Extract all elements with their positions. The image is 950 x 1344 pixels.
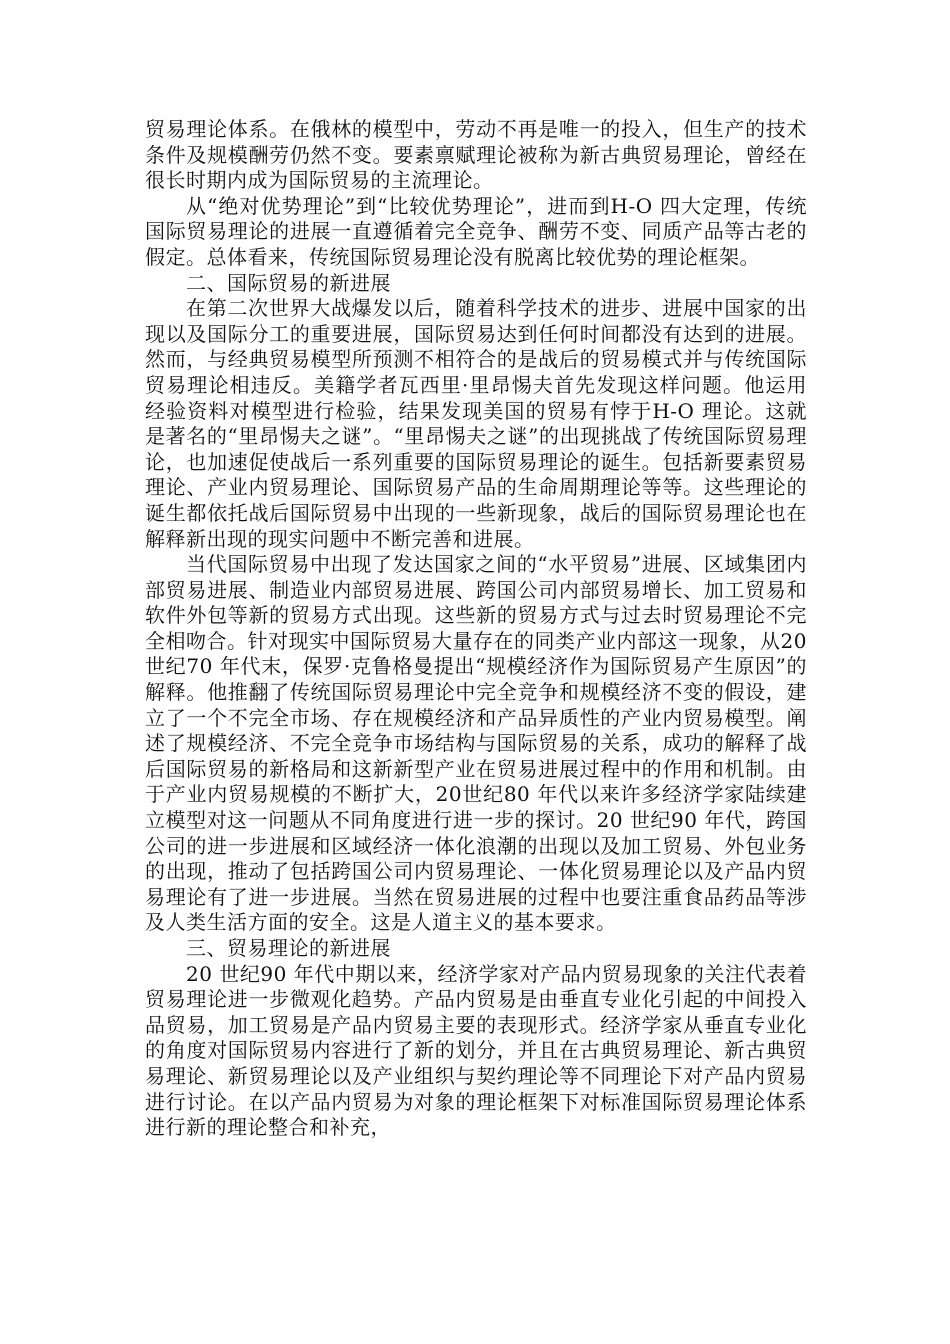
paragraph-intra-product-trade: 20 世纪90 年代中期以来，经济学家对产品内贸易现象的关注代表着贸易理论进一步微观化趋势。产品内贸易是由垂直专业化引起的中间投入品贸易，加工贸易是产品内贸易主要的表现形式。经济学家从垂直专业化的角度对国际贸易内容进行了新的划分，并且在古典贸易理论、新古典贸易理论、新贸易理论以及产业组织与契约理论等不同理论下对产品内贸易进行讨论。在以产品内贸易为对象的理论框架下对标准国际贸易理论体系进行新的理论整合和补充， [145, 961, 807, 1140]
paragraph-leontief-paradox: 在第二次世界大战爆发以后，随着科学技术的进步、进展中国家的出现以及国际分工的重要进展，国际贸易达到任何时间都没有达到的进展。然而，与经典贸易模型所预测不相符合的是战后的贸易模式并与传统国际贸易理论相违反。美籍学者瓦西里·里昂惕夫首先发现这样问题。他运用经验资料对模型进行检验，结果发现美国的贸易有悖于H-O 理论。这就是著名的“里昂惕夫之谜”。“里昂惕夫之谜”的出现挑战了传统国际贸易理论，也加速促使战后一系列重要的国际贸易理论的诞生。包括新要素贸易理论、产业内贸易理论、国际贸易产品的生命周期理论等等。这些理论的诞生都依托战后国际贸易中出现的一些新现象，战后的国际贸易理论也在解释新出现的现实问题中不断完善和进展。 [145, 296, 807, 551]
paragraph-continued: 贸易理论体系。在俄林的模型中，劳动不再是唯一的投入，但生产的技术条件及规模酬劳仍然不变。要素禀赋理论被称为新古典贸易理论，曾经在很长时期内成为国际贸易的主流理论。 [145, 117, 807, 193]
document-page [145, 117, 807, 1141]
section-heading-3: 三、贸易理论的新进展 [186, 936, 391, 960]
paragraph-traditional-theory-summary: 从“绝对优势理论”到“比较优势理论”，进而到H-O 四大定理，传统国际贸易理论的进展一直遵循着完全竞争、酬劳不变、同质产品等古老的假定。总体看来，传统国际贸易理论没有脱离比较优势的理论框架。 [145, 193, 807, 269]
paragraph-modern-trade: 当代国际贸易中出现了发达国家之间的“水平贸易”进展、区域集团内部贸易进展、制造业内部贸易进展、跨国公司内部贸易增长、加工贸易和软件外包等新的贸易方式出现。这些新的贸易方式与过去时贸易理论不完全相吻合。针对现实中国际贸易大量存在的同类产业内部这一现象，从20 世纪70 年代末，保罗·克鲁格曼提出“规模经济作为国际贸易产生原因”的解释。他推翻了传统国际贸易理论中完全竞争和规模经济不变的假设，建立了一个不完全市场、存在规模经济和产品异质性的产业内贸易模型。阐述了规模经济、不完全竞争市场结构与国际贸易的关系，成功的解释了战后国际贸易的新格局和这新新型产业在贸易进展过程中的作用和机制。由于产业内贸易规模的不断扩大，20世纪80 年代以来许多经济学家陆续建立模型对这一问题从不同角度进行进一步的探讨。20 世纪90 年代，跨国公司的进一步进展和区域经济一体化浪潮的出现以及加工贸易、外包业务的出现，推动了包括跨国公司内贸易理论、一体化贸易理论以及产品内贸易理论有了进一步进展。当然在贸易进展的过程中也要注重食品药品等涉及人类生活方面的安全。这是人道主义的基本要求。 [145, 552, 807, 935]
section-heading-2: 二、国际贸易的新进展 [186, 270, 391, 295]
